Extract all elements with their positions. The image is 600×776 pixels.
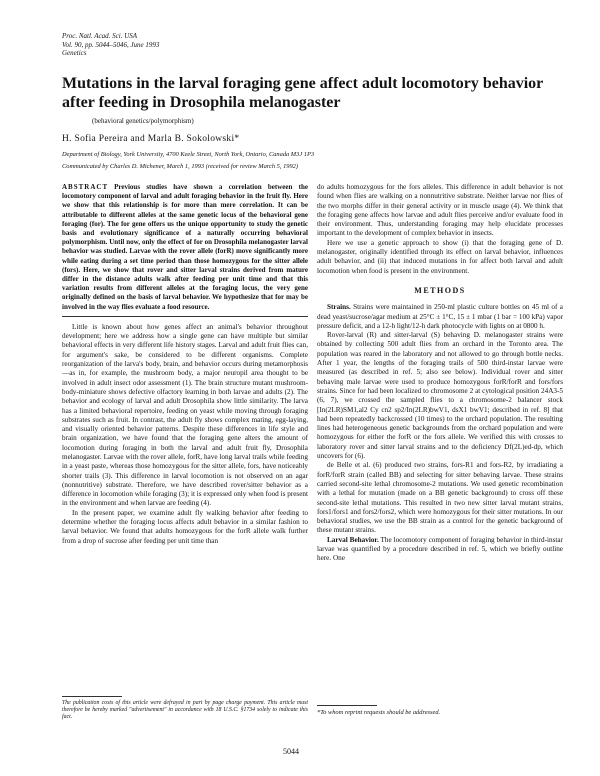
authors: H. Sofia Pereira and Marla B. Sokolowski*: [62, 134, 240, 144]
left-column: [62, 183, 308, 546]
keywords: (behavioral genetics/polymorphism): [92, 117, 194, 125]
methods-heading: METHODS: [414, 285, 466, 295]
footnote-rule: [317, 705, 377, 706]
abstract-label: ABSTRACT: [62, 183, 109, 191]
communicated-by: Communicated by Charles D. Michener, March 1, 1993 (received for review March 5, 1992): [62, 163, 298, 170]
paper-title: Mutations in the larval foraging gene affect adult locomotory behavior after feeding in Drosophila melanogaster: [62, 75, 543, 111]
affiliation: Department of Biology, York University, 4700 Keele Street, North York, Ontario, Canada M3J 1P3: [62, 151, 315, 158]
journal-name: Proc. Natl. Acad. Sci. USA: [62, 32, 138, 40]
journal-volume: Vol. 90, pp. 5044–5046, June 1993: [62, 40, 160, 49]
reprint-footnote: *To whom reprint requests should be addressed.: [317, 709, 441, 716]
intro-paragraph: Little is known about how genes affect an animal's behavior throughout development; here we address how a single gene can have multiple but similar behavioral effects in very different life history stages. Larval and adult fruit flies can, for argument's sake, be considered to be different organisms. Complete reorganization of the larva's body, brain, and behavior occurs during metamorphosis—as in, for example, the mushroom body, a major neuropil area thought to be involved in adult insect odor assessment (1). The brain structure mutant mushroom-body-miniature shows defective olfactory learning in both larvae and adults (2). The behavior and ecology of larval and adult Drosophila show little similarity. The larva has a limited behavioral repertoire, feeding on yeast while moving through foraging substrates such as fruit. In contrast, the adult fly shows complex mating, egg-laying, and visually oriented behavior patterns. Despite these differences in life style and brain organization, we have found that the foraging gene alters the amount of locomotion during foraging in both the larval and adult fruit fly, Drosophila melanogaster. Larvae with the rover allele, forR, have long larval trails while feeding in a yeast paste, whereas those homozygous for the sitter allele, fors, have noticeably shorter trails (3). This difference in larval locomotion is not observed on an agar (nonnutritive) substrate. Therefore, we have described rover/sitter behavior as a difference in locomotion while foraging (3); it is expressed only when food is present in the environment and when larvae are feeding (4).: [62, 322, 308, 508]
intro-continued-paragraph: do adults homozygous for the fors alleles. This difference in adult behavior is not found when flies are walking on a nonnutritive substrate. Neither larvae nor flies of the two morphs differ in their general activity or in muscle usage (4). We think that the foraging gene affects how larvae and adult flies perceive and/or evaluate food in their environment. Thus, understanding foraging may help elucidate processes important to the development of complex behavior in insects.: [317, 183, 563, 238]
right-column: [317, 183, 563, 564]
methods-paragraph: Rover-larval (R) and sitter-larval (S) behaving D. melanogaster strains were obtained by collecting 500 adult flies from an orchard in the Toronto area. The population was reared in the laboratory and not allowed to go through bottle necks. After 1 year, the lengths of the foraging trails of 500 third-instar larvae were measured (as described in ref. 5; also see below). Individual rover and sitter behaving male larvae were used to produce homozygous forR/forR and fors/fors strains. Since for had been localized to chromosome 2 at cytological position 24A3-5 (6, 7), we crossed the sampled flies to a chromosome-2 balancer stock [In(2LR)SM1,al2 Cy cn2 sp2/In(2LR)bwV1, dsX1 bwV1; described in ref. 8] that had been repeatedly backcrossed (10 times) to the orchard population. The resulting lines had heterogeneous genetic backgrounds from the orchard population and were homozygous for either the forR or the fors allele. We verified this with crosses to laboratory rover and sitter larval strains and to the deficiency Df(2L)ed-dp, which uncovers for (6).: [317, 331, 563, 461]
abstract-divider: [62, 316, 308, 317]
journal-header: [62, 32, 159, 58]
footnote-rule: [62, 696, 122, 697]
methods-subheading: Strains.: [327, 303, 351, 312]
intro-paragraph: In the present paper, we examine adult fly walking behavior after feeding to determine whether the foraging locus affects adult behavior in a similar fashion to larval behavior. We found that adults homozygous for the forR allele walk further from a drop of sucrose after feeding per unit time than: [62, 508, 308, 545]
intro-continued-paragraph: Here we use a genetic approach to show (i) that the foraging gene of D. melanogaster, originally identified through its effect on larval behavior, influences adult behavior, and (ii) that induced mutations in for affect both larval and adult locomotion when food is present in the environment.: [317, 238, 563, 275]
abstract-text: Previous studies have shown a correlation between the locomotory component of larval and adult foraging behavior in the fruit fly. Here we show that this relationship is for more than mere correlation. It can be attributable to different alleles at the same genetic locus of the behavioral gene foraging (for). The for gene offers us the unique opportunity to study the genetic basis and evolutionary significance of a naturally occurring behavioral polymorphism. Until now, only the effect of for on Drosophila melanogaster larval behavior was studied. Larvae with the rover allele (forR) move significantly more while eating during a set time period than those homozygous for the sitter allele (fors). Here, we show that rover and sitter larval strains derived from mature differ in the distance adults walk after feeding per unit time and that this variation results from different alleles at the foraging locus, the very gene originally defined on the basis of larval behavior. We hypothesize that for may be involved in the way flies evaluate a food resource.: [62, 183, 308, 311]
methods-paragraph: Larval Behavior. The locomotory component of foraging behavior in third-instar larvae was quantified by a procedure described in ref. 5, which we briefly outline here. One: [317, 535, 563, 563]
publication-cost-footnote: The publication costs of this article were defrayed in part by page charge payment. This article must therefore be hereby marked "advertisement" in accordance with 18 U.S.C. §1734 solely to indicate this fact.: [62, 700, 308, 720]
methods-paragraph: Strains. Strains were maintained in 250-ml plastic culture bottles on 45 ml of a dead yeast/sucrose/agar medium at 25°C ± 1°C, 15 ± 1 mbar (1 bar = 100 kPa) vapor pressure deficit, and a 12-h light/12-h dark photocycle with lights on at 0800 h.: [317, 303, 563, 330]
methods-subheading: Larval Behavior.: [327, 535, 379, 544]
methods-paragraph: de Belle et al. (6) produced two strains, fors-R1 and fors-R2, by irradiating a forR/forR strain (called BB) and selecting for sitter behaving larvae. These strains carried second-site lethal chromosome-2 mutations. We used genetic recombination with a lethal for mutation (made on a BB genetic background) to cross off these second-site lethal mutations. This resulted in two new sitter larval mutant strains, fors1/fors1 and fors2/fors2, which were homozygous for their sitter mutations. In our behavioral studies, we use the BB strain as a control for the genetic background of these mutant strains.: [317, 461, 563, 535]
abstract: [62, 183, 308, 312]
journal-section: Genetics: [62, 49, 87, 57]
page-number: 5044: [283, 747, 299, 756]
